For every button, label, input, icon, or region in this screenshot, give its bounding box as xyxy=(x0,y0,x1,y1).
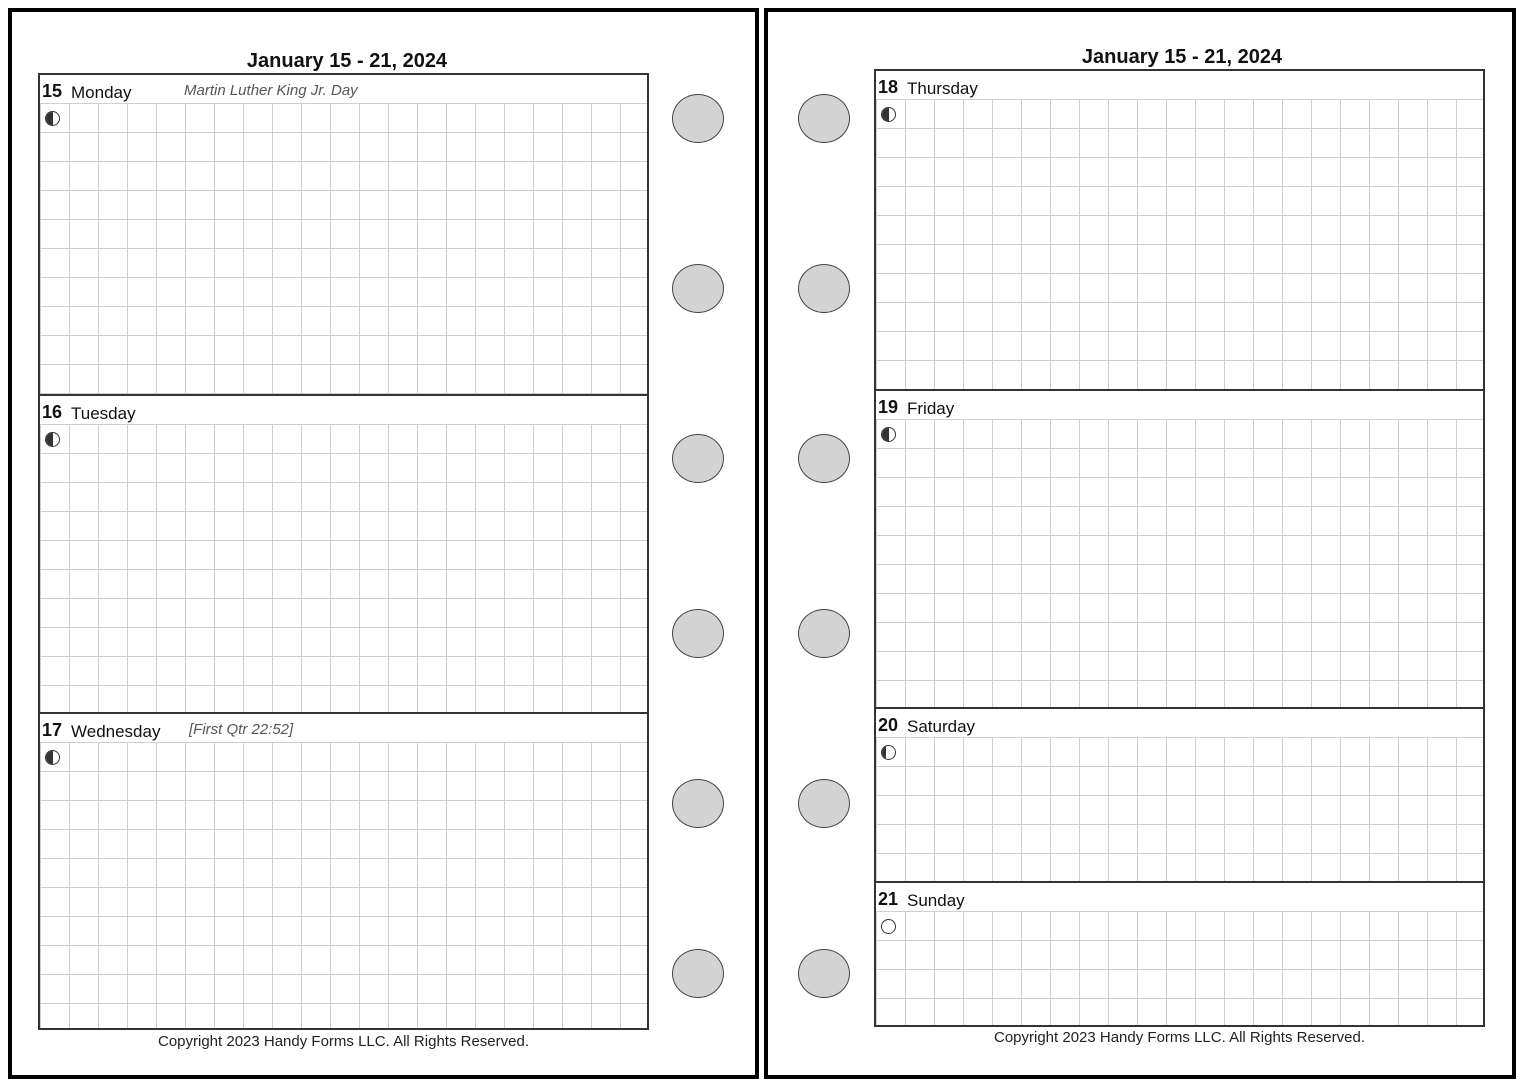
day-name: Tuesday xyxy=(71,404,136,423)
day-number: 19 xyxy=(878,397,899,417)
moon-phase-icon xyxy=(45,750,60,765)
grid-area xyxy=(40,103,647,394)
grid-area xyxy=(40,424,647,712)
day-box-saturday[interactable] xyxy=(876,707,1483,881)
copyright: Copyright 2023 Handy Forms LLC. All Rights Reserved. xyxy=(157,1033,529,1050)
day-box-wednesday[interactable] xyxy=(40,712,647,1028)
day-box-friday[interactable] xyxy=(876,389,1483,707)
day-header xyxy=(876,709,1483,739)
day-name: Saturday xyxy=(907,717,976,736)
day-box-sunday[interactable] xyxy=(876,881,1483,1025)
moon-phase-icon xyxy=(881,919,896,934)
day-stack xyxy=(874,69,1485,1027)
binder-hole xyxy=(672,949,724,998)
binder-hole xyxy=(798,779,850,828)
binder-hole xyxy=(672,609,724,658)
day-header xyxy=(40,714,647,744)
moon-phase-icon xyxy=(881,107,896,122)
day-number: 16 xyxy=(42,402,63,422)
copyright: Copyright 2023 Handy Forms LLC. All Rights Reserved. xyxy=(993,1029,1365,1046)
grid-area xyxy=(876,911,1483,1025)
day-header xyxy=(40,396,647,426)
moon-phase-icon xyxy=(45,111,60,126)
day-header xyxy=(876,71,1483,101)
moon-phase-note: [First Qtr 22:52] xyxy=(189,721,294,738)
day-box-monday[interactable] xyxy=(40,75,647,394)
binder-hole xyxy=(798,434,850,483)
binder-hole xyxy=(798,94,850,143)
binder-hole xyxy=(672,434,724,483)
day-number: 17 xyxy=(42,720,63,740)
day-header xyxy=(40,75,647,105)
day-stack xyxy=(38,73,649,1030)
day-number: 18 xyxy=(878,77,899,97)
grid-area xyxy=(876,737,1483,881)
binder-hole xyxy=(672,264,724,313)
grid-area xyxy=(876,99,1483,389)
day-number: 21 xyxy=(878,889,899,909)
day-number: 15 xyxy=(42,81,63,101)
left-page xyxy=(8,8,759,1079)
day-name: Wednesday xyxy=(71,722,161,741)
day-box-tuesday[interactable] xyxy=(40,394,647,712)
page-title: January 15 - 21, 2024 xyxy=(1081,46,1283,68)
binder-hole xyxy=(798,609,850,658)
holiday-note: Martin Luther King Jr. Day xyxy=(184,82,358,99)
grid-area xyxy=(40,742,647,1028)
day-name: Monday xyxy=(71,83,132,102)
day-number: 20 xyxy=(878,715,899,735)
day-name: Sunday xyxy=(907,891,965,910)
binder-hole xyxy=(672,779,724,828)
moon-phase-icon xyxy=(881,427,896,442)
day-box-thursday[interactable] xyxy=(876,71,1483,389)
day-header xyxy=(876,391,1483,421)
moon-phase-icon xyxy=(45,432,60,447)
moon-phase-icon xyxy=(881,745,896,760)
day-name: Thursday xyxy=(907,79,978,98)
binder-hole xyxy=(672,94,724,143)
right-page xyxy=(764,8,1516,1079)
grid-area xyxy=(876,419,1483,707)
binder-hole xyxy=(798,949,850,998)
page-title: January 15 - 21, 2024 xyxy=(246,50,448,72)
binder-hole xyxy=(798,264,850,313)
day-name: Friday xyxy=(907,399,955,418)
day-header xyxy=(876,883,1483,913)
